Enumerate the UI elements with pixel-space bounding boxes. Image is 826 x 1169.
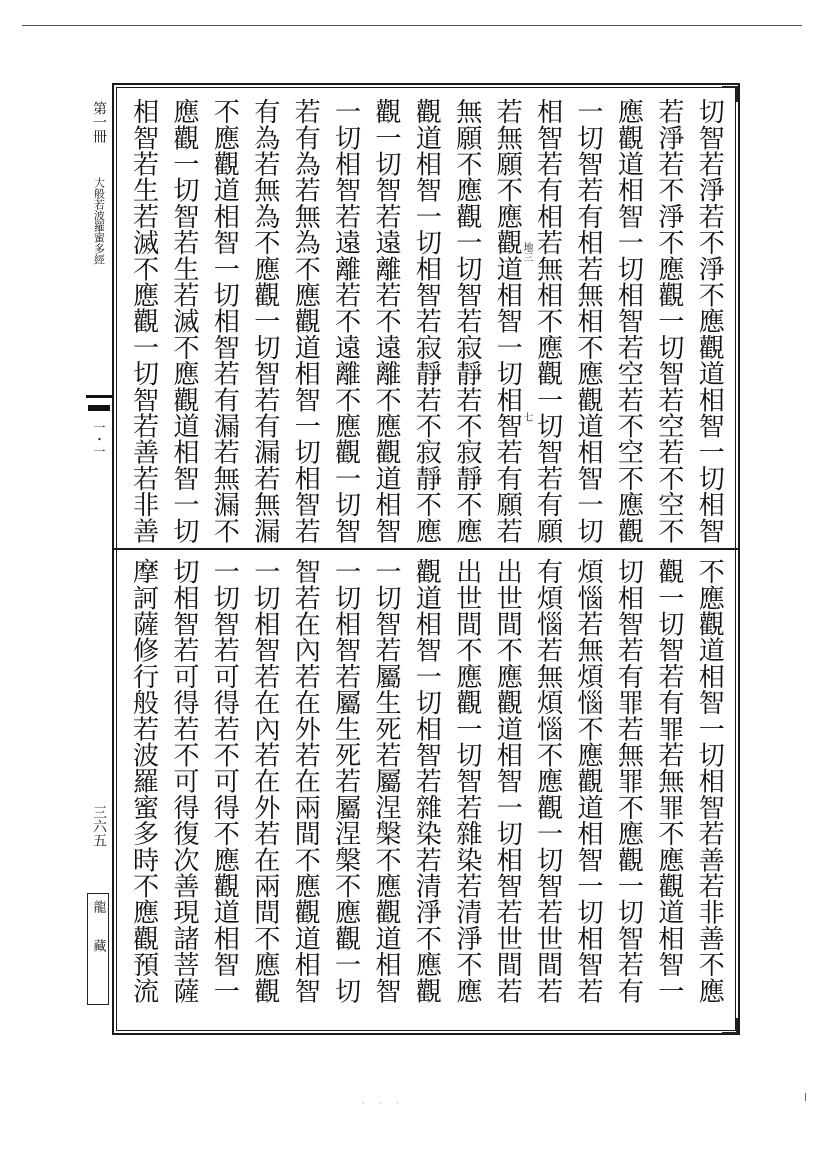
band-divider xyxy=(112,548,740,550)
corner-ornament-bottom-right xyxy=(722,1018,738,1034)
text-column: 有煩惱若無煩惱不應觀一切智若世間若 xyxy=(532,558,563,1004)
text-column: 有為若無為不應觀一切智若有漏若無漏 xyxy=(249,98,280,544)
text-column: 智若在內若在外若在兩間不應觀道相智 xyxy=(290,558,321,1004)
section-label: 一・一 xyxy=(92,421,106,457)
text-column: 觀一切智若有罪若無罪不應觀道相智一 xyxy=(653,558,684,1004)
seal-box xyxy=(87,893,109,1005)
text-column: 一切智若屬生死若屬涅槃不應觀道相智 xyxy=(371,558,401,1004)
text-column: 應觀道相智一切相智若空若不空不應觀 xyxy=(613,98,644,544)
text-column: 一切相智若屬生死若屬涅槃不應觀一切 xyxy=(330,558,361,1004)
text-column: 相智若有相若無相不應觀一切智若有願 xyxy=(532,98,563,544)
text-column: 切智若淨若不淨不應觀道相智一切相智 xyxy=(694,98,725,544)
text-column: 切相智若有罪若無罪不應觀一切智若有 xyxy=(613,558,644,1004)
leaf-note: 七 xyxy=(521,412,532,422)
text-column: 不應觀道相智一切相智若有漏若無漏不 xyxy=(209,98,240,544)
text-column: 相智若生若滅不應觀一切智若善若非善 xyxy=(128,98,159,544)
margin-separator xyxy=(86,395,112,398)
corner-ornament-top-right xyxy=(722,86,738,102)
edge-tick xyxy=(805,1093,806,1101)
sheet-note: 地三 xyxy=(521,242,532,262)
text-column: 出世間不應觀道相智一切相智若世間若 xyxy=(492,558,523,1004)
text-column: 不應觀道相智一切相智若善若非善不應 xyxy=(694,558,725,1004)
text-column: 一切智若可得若不可得不應觀道相智一 xyxy=(209,558,240,1004)
text-column: 一切相智若在內若在外若在兩間不應觀 xyxy=(249,558,280,1004)
text-column: 若淨若不淨不應觀一切智若空若不空不 xyxy=(653,98,684,544)
seal-label: 龍藏 xyxy=(90,900,106,978)
text-column: 摩訶薩修行般若波羅蜜多時不應觀預流 xyxy=(128,558,159,1004)
text-column: 觀道相智一切相智若雜染若清淨不應觀 xyxy=(411,558,442,1004)
volume-label: 第一冊 xyxy=(91,101,107,143)
text-column: 一切相智若遠離若不遠離不應觀一切智 xyxy=(330,98,361,544)
text-column: 應觀一切智若生若滅不應觀道相智一切 xyxy=(169,98,199,544)
margin-separator-block xyxy=(88,405,110,411)
footer-mark: · · · xyxy=(362,1099,405,1108)
text-column: 一切智若有相若無相不應觀道相智一切 xyxy=(573,98,603,544)
text-column: 若有為若無為不應觀道相智一切相智若 xyxy=(290,98,321,544)
sutra-title: 大般若波羅蜜多經 xyxy=(92,177,106,265)
text-column: 觀道相智一切相智若寂靜若不寂靜不應 xyxy=(411,98,442,544)
left-margin-strip xyxy=(86,83,112,1035)
top-rule xyxy=(22,25,802,26)
text-column: 若無願不應觀道相智一切相智若有願若 xyxy=(492,98,523,544)
text-column: 觀一切智若遠離若不遠離不應觀道相智 xyxy=(371,98,401,544)
text-column: 切相智若可得若不可得復次善現諸菩薩 xyxy=(169,558,199,1004)
text-column: 無願不應觀一切智若寂靜若不寂靜不應 xyxy=(451,98,482,544)
text-column: 煩惱若無煩惱不應觀道相智一切相智若 xyxy=(573,558,603,1004)
page-number: 三六五 xyxy=(91,805,107,847)
text-column: 出世間不應觀一切智若雜染若清淨不應 xyxy=(451,558,482,1004)
